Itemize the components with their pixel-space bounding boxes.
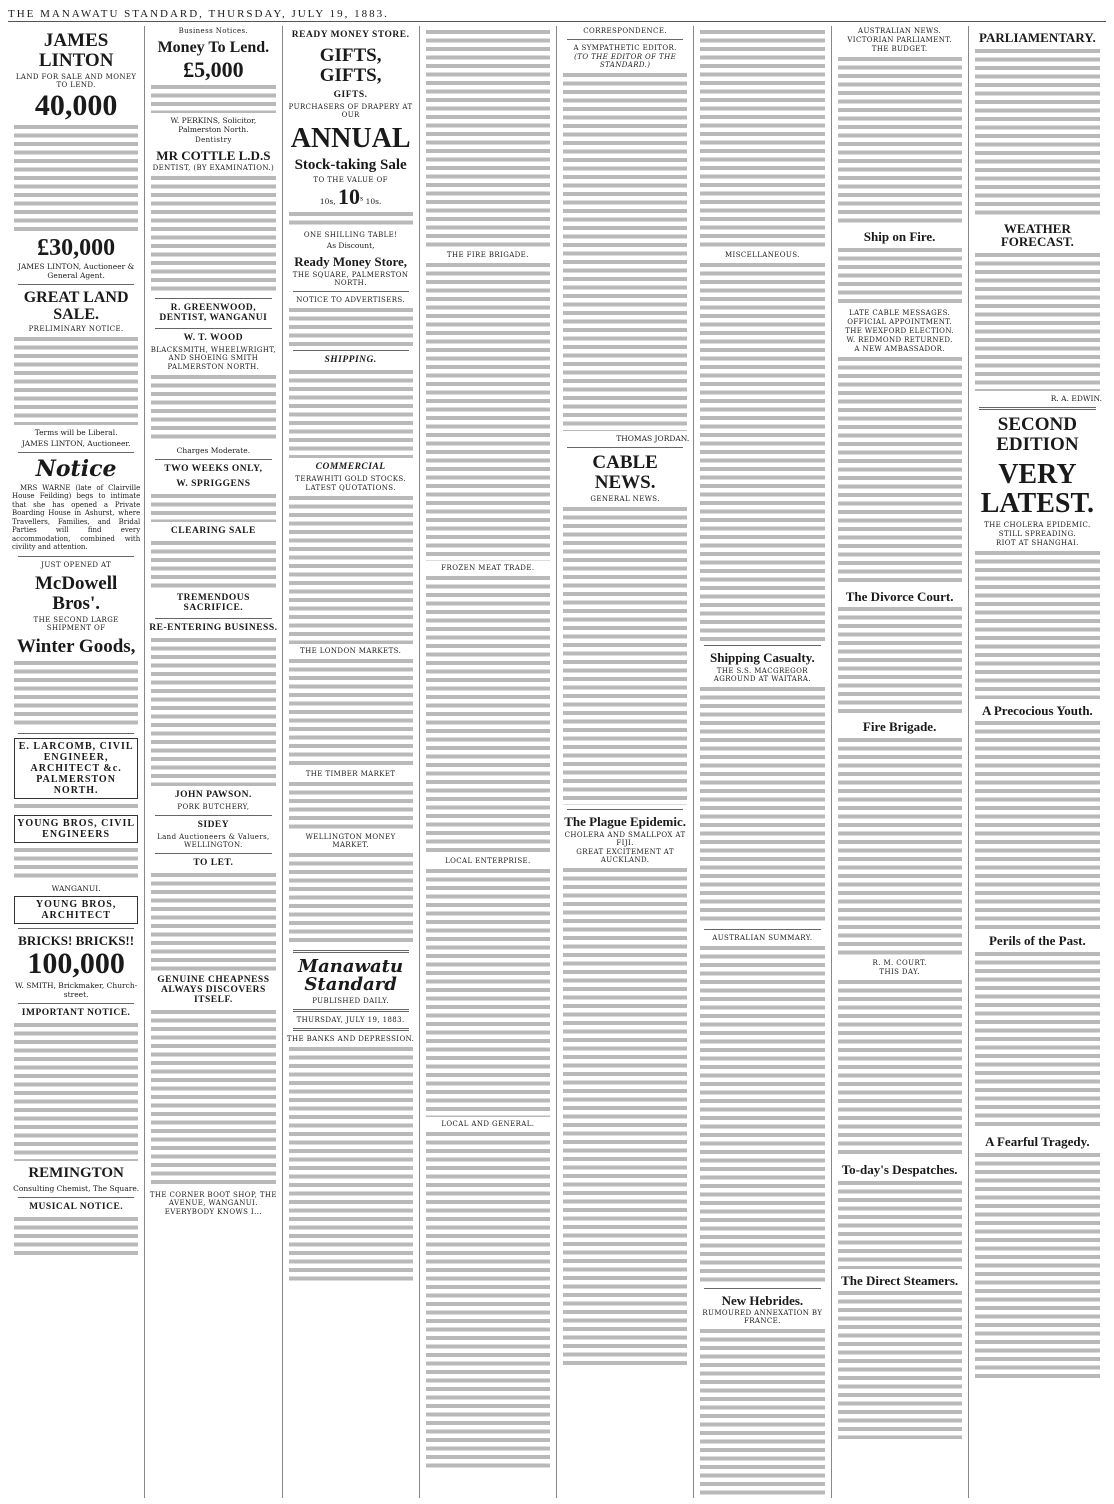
- column-6: [694, 26, 831, 1498]
- wexford-election: THE WEXFORD ELECTION.: [845, 326, 955, 335]
- everybody-knows: EVERYBODY KNOWS I...: [164, 1207, 262, 1216]
- young-place: WANGANUI.: [51, 883, 101, 893]
- greenwood-heading: R. GREENWOOD, DENTIST, WANGANUI: [159, 303, 268, 324]
- this-day: THIS DAY.: [879, 967, 920, 976]
- terawhiti: TERAWHITI GOLD STOCKS.: [295, 474, 406, 483]
- redmond-returned: W. REDMOND RETURNED.: [846, 335, 953, 344]
- tragedy-body: [975, 1151, 1100, 1381]
- mcdowell-body: [14, 659, 138, 729]
- tragedy-heading: A Fearful Tragedy.: [985, 1133, 1090, 1149]
- parliamentary-body: [975, 47, 1100, 217]
- precocious-heading: A Precocious Youth.: [981, 702, 1093, 718]
- column-5: [557, 26, 694, 1498]
- young-bros-card: YOUNG BROS, CIVIL ENGINEERS: [14, 815, 138, 843]
- official-appointment: OFFICIAL APPOINTMENT.: [847, 317, 952, 326]
- cable-news-heading: CABLE NEWS.: [592, 452, 658, 493]
- column-3: [283, 26, 420, 1498]
- notice-advertisers: NOTICE TO ADVERTISERS.: [296, 295, 405, 304]
- spriggens-body: [151, 492, 275, 522]
- wood-body: [151, 373, 275, 443]
- weather-heading: WEATHER FORECAST.: [1000, 220, 1074, 250]
- second-edition: SECOND EDITION: [996, 413, 1079, 455]
- second-shipment: THE SECOND LARGE SHIPMENT OF: [33, 615, 119, 632]
- local-general-body: [426, 1130, 550, 1470]
- parliamentary-heading: PARLIAMENTARY.: [979, 30, 1096, 45]
- ship-fire-heading: Ship on Fire.: [863, 229, 936, 244]
- correspondence-heading: CORRESPONDENCE.: [583, 27, 667, 35]
- enterprise-body: [426, 867, 550, 1117]
- wellington-body: [289, 851, 413, 946]
- masthead-title: THE MANAWATU STANDARD, THURSDAY, JULY 19, 1883.: [8, 7, 389, 20]
- annexation: RUMOURED ANNEXATION BY FRANCE.: [702, 1309, 823, 1326]
- sale-body: [14, 335, 138, 425]
- frozen-meat-heading: FROZEN MEAT TRADE.: [441, 564, 535, 572]
- column-8: [969, 26, 1106, 1498]
- money-body: [151, 83, 275, 113]
- larcomb-body: [14, 802, 138, 812]
- australian-summary-heading: AUSTRALIAN SUMMARY.: [712, 933, 813, 942]
- ten-shillings-right: 10s.: [365, 196, 382, 206]
- jordan-sign: THOMAS JORDAN.: [616, 434, 690, 443]
- column-2: [145, 26, 282, 1498]
- reentering-body: [151, 636, 275, 786]
- commercial-heading: COMMERCIAL: [315, 461, 386, 472]
- banks-body: [289, 1045, 413, 1285]
- clearing-body: [151, 539, 275, 589]
- business-notices: Business Notices.: [178, 27, 249, 35]
- money-amount: £5,000: [183, 56, 244, 82]
- court-body: [838, 978, 962, 1158]
- two-weeks: TWO WEEKS ONLY,: [164, 464, 263, 475]
- sale-terms: Terms will be Liberal.: [34, 428, 118, 438]
- pawson-sub: PORK BUTCHERY,: [177, 803, 250, 812]
- weather-sign: R. A. EDWIN.: [1050, 393, 1102, 403]
- genuine-cheapness: GENUINE CHEAPNESS ALWAYS DISCOVERS ITSELF.: [157, 975, 270, 1005]
- london-markets: THE LONDON MARKETS.: [300, 646, 402, 655]
- reentering: RE-ENTERING BUSINESS.: [149, 623, 278, 634]
- notice-heading: Notice: [35, 456, 117, 483]
- notice-text: MRS WARNE (late of Clairville House Feilding) begs to intimate that she has opened a Private Boarding House in Ashurst, where Travellers, Families, and Bridal Parties will find every accommodation, combined with civility and attention.: [12, 483, 141, 552]
- prelim-notice: PRELIMINARY NOTICE.: [28, 325, 124, 334]
- stocktaking-body: [289, 210, 413, 228]
- casualty-body: [700, 685, 824, 925]
- dentistry-label: Dentistry: [195, 135, 232, 144]
- winter-goods: Winter Goods,: [16, 635, 136, 657]
- new-ambassador: A NEW AMBASSADOR.: [854, 344, 945, 353]
- square-address: THE SQUARE, PALMERSTON NORTH.: [292, 270, 409, 287]
- cable-body: [563, 505, 687, 805]
- quotations-body: [289, 494, 413, 644]
- sidey-sub: Land Auctioneers & Valuers, WELLINGTON.: [157, 833, 270, 850]
- col6-top-body: [700, 28, 824, 248]
- gifts-sub: GIFTS.: [333, 89, 368, 100]
- linton-body: [14, 123, 138, 233]
- timber-market: THE TIMBER MARKET: [305, 769, 396, 778]
- general-news: GENERAL NEWS.: [590, 494, 660, 503]
- summary-body: [700, 944, 824, 1284]
- advertisers-body: [289, 306, 413, 346]
- ready-money-heading: READY MONEY STORE.: [291, 30, 410, 40]
- todays-despatches: To-day's Despatches.: [841, 1161, 958, 1177]
- despatches-body: [838, 1179, 962, 1269]
- tremendous: TREMENDOUS SACRIFICE.: [176, 593, 250, 614]
- ten-shillings-big: 10: [338, 183, 361, 209]
- larcomb-card: E. LARCOMB, CIVIL ENGINEER, ARCHITECT &c. PALMERSTON NORTH.: [14, 738, 138, 799]
- linton-heading: JAMES LINTON: [38, 30, 114, 71]
- budget-body: [838, 55, 962, 225]
- sympathetic-body: [563, 71, 687, 431]
- wood-heading: W. T. WOOD: [183, 333, 244, 344]
- cottle-body: [151, 174, 275, 294]
- cottle-heading: MR COTTLE L.D.S: [156, 147, 271, 163]
- young-arch-card: YOUNG BROS, ARCHITECT: [14, 896, 138, 924]
- important-notice: IMPORTANT NOTICE.: [21, 1008, 131, 1019]
- shipping-heading: SHIPPING.: [324, 354, 377, 365]
- linton-acres: 40,000: [34, 88, 118, 122]
- column-4: [420, 26, 557, 1498]
- divorce-body: [838, 605, 962, 715]
- wood-place: PALMERSTON NORTH.: [167, 363, 260, 372]
- hebrides-body: [700, 1327, 824, 1498]
- musical-body: [14, 1215, 138, 1255]
- cholera-fiji: CHOLERA AND SMALLPOX AT FIJI.: [564, 830, 686, 847]
- victorian-parliament: VICTORIAN PARLIAMENT.: [847, 36, 952, 44]
- precocious-body: [975, 719, 1100, 929]
- col4-top-body: [426, 28, 550, 248]
- late-cable: LATE CABLE MESSAGES.: [849, 308, 951, 317]
- remington-heading: REMINGTON: [28, 1165, 124, 1182]
- banks-heading: THE BANKS AND DEPRESSION.: [286, 1035, 415, 1044]
- gifts-heading: GIFTS, GIFTS,: [319, 44, 382, 86]
- paper-date: THURSDAY, JULY 19, 1883.: [296, 1016, 405, 1025]
- discount-label: As Discount,: [326, 240, 375, 250]
- frozen-body: [426, 574, 550, 854]
- one-shilling: ONE SHILLING TABLE!: [303, 230, 398, 239]
- linton-money: £30,000: [37, 234, 116, 261]
- young-bros-body: [14, 846, 138, 881]
- divorce-heading: The Divorce Court.: [845, 588, 954, 604]
- ten-shillings-row: [287, 183, 415, 209]
- excitement-auckland: GREAT EXCITEMENT AT AUCKLAND.: [576, 847, 674, 864]
- plague-heading: The Plague Epidemic.: [564, 813, 686, 829]
- mcdowell-heading: McDowell Bros'.: [34, 572, 118, 614]
- london-body: [289, 657, 413, 767]
- miscellaneous-heading: MISCELLANEOUS.: [724, 251, 800, 259]
- epidemic-body: [975, 549, 1100, 699]
- paper-sub: PUBLISHED DAILY.: [312, 997, 390, 1006]
- wood-trade: BLACKSMITH, WHEELWRIGHT, AND SHOEING SMITH: [150, 346, 277, 363]
- remington-sub: Consulting Chemist, The Square.: [13, 1183, 140, 1193]
- to-value: TO THE VALUE OF: [313, 175, 388, 184]
- macgregor-aground: THE S.S. MACGREGOR AGROUND AT WAITARA.: [713, 666, 811, 683]
- direct-steamers: The Direct Steamers.: [841, 1272, 959, 1288]
- annual-heading: ANNUAL: [290, 122, 411, 154]
- clearing-sale: CLEARING SALE: [170, 526, 256, 537]
- plague-body: [563, 866, 687, 1366]
- fire-brigade-body: [426, 261, 550, 561]
- spriggens: W. SPRIGGENS: [176, 479, 251, 490]
- to-let: TO LET.: [193, 858, 234, 869]
- paper-title: Manawatu Standard: [298, 955, 404, 996]
- ship-fire-body: [838, 246, 962, 306]
- ready-store-heading: Ready Money Store,: [294, 253, 408, 269]
- australian-news-heading: AUSTRALIAN NEWS.: [858, 27, 942, 35]
- bricks-sign: W. SMITH, Brickmaker, Church-street.: [15, 981, 138, 1000]
- shipping-casualty-heading: Shipping Casualty.: [709, 650, 815, 665]
- purchasers: PURCHASERS OF DRAPERY AT OUR: [288, 102, 413, 119]
- sympathetic-editor: A SYMPATHETIC EDITOR.: [573, 44, 677, 52]
- wellington-money: WELLINGTON MONEY MARKET.: [305, 832, 396, 849]
- rm-court: R. M. COURT.: [872, 958, 927, 967]
- latest-quotations: LATEST QUOTATIONS.: [305, 483, 396, 492]
- new-hebrides-heading: New Hebrides.: [721, 1292, 804, 1308]
- riot-shanghai: RIOT AT SHANGHAI.: [995, 538, 1079, 547]
- linton-sign: JAMES LINTON, Auctioneer & General Agent.: [17, 261, 135, 280]
- sale-sign: JAMES LINTON, Auctioneer.: [21, 439, 131, 449]
- pawson: JOHN PAWSON.: [174, 790, 252, 801]
- timber-body: [289, 780, 413, 830]
- still-spreading: STILL SPREADING.: [998, 529, 1076, 538]
- perils-body: [975, 950, 1100, 1130]
- budget: THE BUDGET.: [871, 45, 928, 53]
- money-lend-heading: Money To Lend.: [157, 39, 270, 56]
- genuine-body: [151, 1008, 275, 1188]
- local-enterprise-heading: LOCAL ENTERPRISE.: [445, 857, 531, 865]
- page-columns: [8, 26, 1106, 1498]
- column-1: [8, 26, 145, 1498]
- linton-subheading: LAND FOR SALE AND MONEY TO LEND.: [15, 72, 137, 89]
- misc-body: [700, 261, 824, 641]
- ten-shillings-sup: s: [360, 195, 364, 203]
- corner-boot-shop: THE CORNER BOOT SHOP, THE AVENUE, WANGANUI.: [149, 1190, 277, 1207]
- ambassador-body: [838, 355, 962, 585]
- stocktaking-heading: Stock-taking Sale: [294, 157, 407, 174]
- column-7: [832, 26, 969, 1498]
- shipping-body: [289, 368, 413, 458]
- great-sale-heading: GREAT LAND SALE.: [23, 288, 129, 323]
- perkins-sign: W. PERKINS, Solicitor, Palmerston North.: [170, 115, 257, 134]
- to-let-body: [151, 871, 275, 971]
- fire-brigade-heading: THE FIRE BRIGADE.: [446, 251, 529, 259]
- perils-heading: Perils of the Past.: [988, 933, 1086, 949]
- fire-brigade-2-heading: Fire Brigade.: [862, 719, 937, 735]
- bricks-heading: BRICKS! BRICKS!!: [18, 932, 135, 948]
- very-latest: VERY LATEST.: [980, 458, 1095, 520]
- ten-shillings-left: 10s,: [319, 196, 336, 206]
- local-general-heading: LOCAL AND GENERAL.: [441, 1120, 535, 1128]
- sidey: SIDEY: [197, 820, 230, 831]
- cottle-sub: DENTIST, (BY EXAMINATION.): [152, 164, 275, 173]
- fire-brigade-2-body: [838, 736, 962, 956]
- important-body: [14, 1021, 138, 1161]
- weather-body: [975, 251, 1100, 391]
- musical-notice: MUSICAL NOTICE.: [29, 1201, 124, 1212]
- masthead: [8, 6, 1106, 22]
- charges: Charges Moderate.: [176, 446, 251, 456]
- cholera-epidemic: THE CHOLERA EPIDEMIC.: [984, 520, 1091, 529]
- to-editor: (TO THE EDITOR OF THE STANDARD.): [574, 53, 677, 69]
- just-opened: JUST OPENED AT: [41, 560, 112, 569]
- bricks-num: 100,000: [27, 947, 125, 981]
- steamers-body: [838, 1289, 962, 1439]
